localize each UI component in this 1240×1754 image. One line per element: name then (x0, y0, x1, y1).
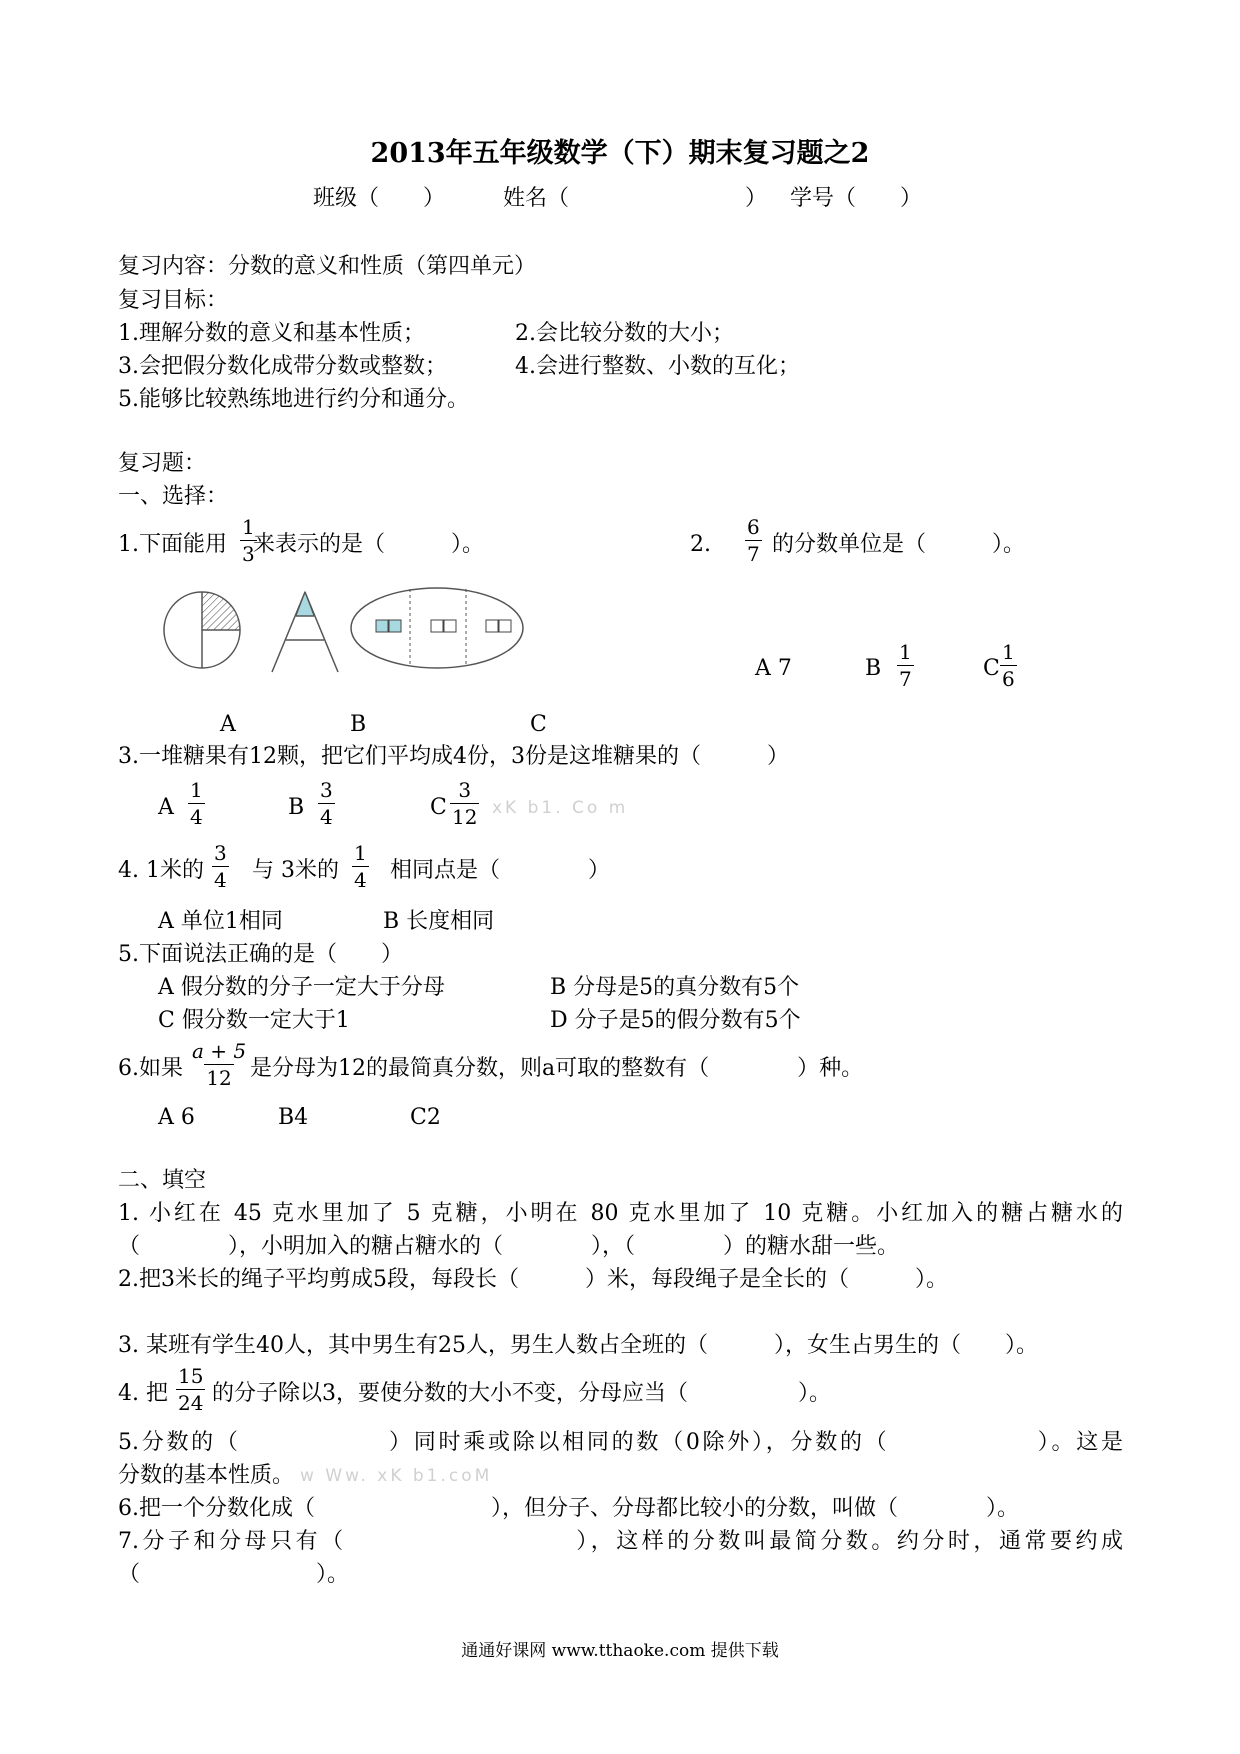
q2-option-b: B (865, 656, 882, 681)
q4-option-b: B 长度相同 (383, 909, 495, 934)
q2-option-b-fraction: $\frac{1}{7}$ (899, 640, 912, 691)
fill-7-line-1: 7.分子和分母只有（ ），这样的分数叫最简分数。约分时，通常要约成 (118, 1529, 1123, 1554)
fill-5-line-2: 分数的基本性质。 (118, 1463, 295, 1488)
q2-option-c: C (983, 656, 1000, 681)
watermark-2: w Ww. xK b1.coM (300, 1466, 493, 1486)
page-footer: 通通好课网 www.tthaoke.com 提供下载 (461, 1641, 779, 1661)
q6-pre: 6.如果 (118, 1056, 183, 1081)
q5-option-d: D 分子是5的假分数有5个 (550, 1008, 801, 1033)
q5-text: 5.下面说法正确的是（ ） (118, 942, 403, 967)
q2-option-c-fraction: $\frac{1}{6}$ (1002, 640, 1015, 691)
q3-option-c: C (430, 795, 447, 820)
q3-text: 3.一堆糖果有12颗，把它们平均成4份，3份是这堆糖果的（ ） (118, 744, 789, 769)
q1-figures (150, 580, 570, 680)
fill-4-fraction: $\frac{15}{24}$ (178, 1364, 204, 1415)
section-1-heading: 一、选择： (118, 484, 229, 509)
q6-post: 是分母为12的最简真分数，则a可取的整数有（ ）种。 (250, 1056, 864, 1081)
fill-3: 3. 某班有学生40人，其中男生有25人，男生人数占全班的（ ），女生占男生的（ ）。 (118, 1333, 1038, 1358)
fill-1-line-2: （ ），小明加入的糖占糖水的（ ），（ ）的糖水甜一些。 (118, 1234, 900, 1259)
fill-6: 6.把一个分数化成（ ），但分子、分母都比较小的分数，叫做（ ）。 (118, 1496, 1019, 1521)
q2-fraction: $\frac{6}{7}$ (747, 515, 760, 566)
review-goal-label: 复习目标： (118, 288, 229, 313)
goal-1: 1.理解分数的意义和基本性质； (118, 321, 425, 346)
class-field: 班级（ ） (313, 186, 446, 211)
review-questions-label: 复习题： (118, 451, 207, 476)
page-title: 2013年五年级数学（下）期末复习题之2 (370, 138, 870, 169)
review-content: 复习内容：分数的意义和性质（第四单元） (118, 254, 537, 279)
q3-option-c-fraction: $\frac{3}{12}$ (452, 778, 478, 829)
fill-4-post: 的分子除以3，要使分数的大小不变，分母应当（ ）。 (212, 1381, 831, 1406)
fill-7-line-2: （ ）。 (118, 1562, 350, 1587)
q3-option-b: B (288, 795, 305, 820)
q2-number: 2. (690, 532, 711, 557)
q6-option-b: B4 (278, 1105, 309, 1130)
q2-text: 的分数单位是（ ）。 (772, 532, 1026, 557)
goal-3: 3.会把假分数化成带分数或整数； (118, 354, 447, 379)
q4-post: 相同点是（ ） (390, 858, 611, 883)
q1-text: 1.下面能用 来表示的是（ ）。 (118, 532, 485, 557)
name-field: 姓名（ ） (503, 186, 768, 211)
q1-fraction: $\frac{1}{3}$ (242, 515, 255, 566)
q3-option-b-fraction: $\frac{3}{4}$ (320, 778, 333, 829)
student-id-field: 学号（ ） (790, 186, 923, 211)
fill-5-line-1: 5.分数的（ ）同时乘或除以相同的数（0除外），分数的（ ）。这是 (118, 1430, 1123, 1455)
watermark-1: xK b1. Co m (492, 798, 629, 818)
q4-pre: 4. 1米的 (118, 858, 204, 883)
fill-1-line-1: 1. 小红在 45 克水里加了 5 克糖，小明在 80 克水里加了 10 克糖。小红加入的糖占糖水的 (118, 1201, 1123, 1226)
q1-label-b: B (350, 712, 367, 737)
fill-4-pre: 4. 把 (118, 1381, 168, 1406)
section-2-heading: 二、填空 (118, 1168, 207, 1193)
q4-fraction-2: $\frac{1}{4}$ (354, 841, 367, 892)
q5-option-a: A 假分数的分子一定大于分母 (158, 975, 445, 1000)
goal-5: 5.能够比较熟练地进行约分和通分。 (118, 387, 469, 412)
fill-2: 2.把3米长的绳子平均剪成5段，每段长（ ）米，每段绳子是全长的（ ）。 (118, 1267, 948, 1292)
q6-fraction: $\frac{a + 5}{12}$ (192, 1039, 247, 1090)
q4-mid: 与 3米的 (252, 858, 339, 883)
q4-fraction-1: $\frac{3}{4}$ (214, 841, 227, 892)
goal-2: 2.会比较分数的大小； (515, 321, 734, 346)
q1-label-c: C (530, 712, 547, 737)
q5-option-b: B 分母是5的真分数有5个 (550, 975, 800, 1000)
triangle-figure (272, 592, 338, 672)
q4-option-a: A 单位1相同 (158, 909, 283, 934)
goal-4: 4.会进行整数、小数的互化； (515, 354, 800, 379)
ellipse-figure (351, 588, 523, 668)
q2-option-a: A 7 (755, 656, 792, 681)
q6-option-c: C2 (410, 1105, 441, 1130)
q6-option-a: A 6 (158, 1105, 195, 1130)
q5-option-c: C 假分数一定大于1 (158, 1008, 350, 1033)
q3-option-a: A (158, 795, 174, 820)
q1-label-a: A (220, 712, 236, 737)
q3-option-a-fraction: $\frac{1}{4}$ (190, 778, 203, 829)
circle-figure (164, 592, 240, 668)
